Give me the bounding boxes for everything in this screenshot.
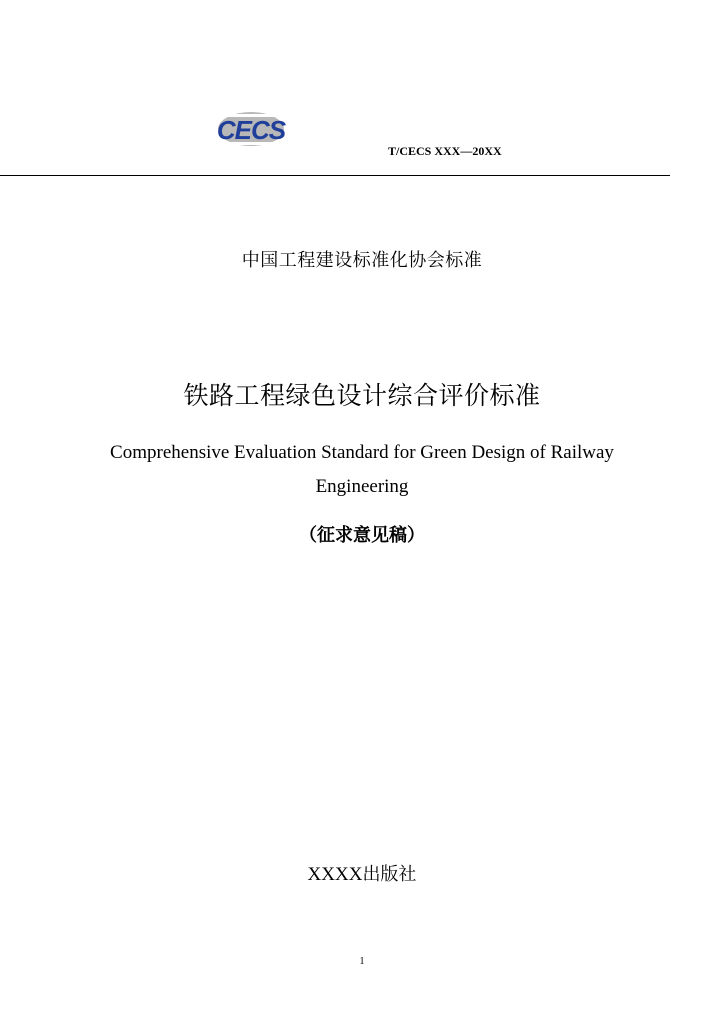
publisher [0, 860, 724, 886]
cecs-logo-text: CECS [216, 115, 286, 145]
title-english: Comprehensive Evaluation Standard for Green Design of Railway Engineering [110, 442, 614, 497]
header-divider [0, 175, 670, 176]
draft-label: （征求意见稿） [299, 525, 425, 546]
association-name: 中国工程建设标准化协会标准 [241, 250, 483, 271]
publisher-prefix: XXXX [307, 864, 363, 885]
cecs-logo [210, 110, 292, 150]
page-number: 1 [359, 956, 365, 967]
standard-code: T/CECS XXX—20XX [388, 144, 502, 158]
publisher-suffix: 出版社 [362, 864, 417, 885]
title-chinese: 铁路工程绿色设计综合评价标准 [183, 381, 541, 410]
cecs-logo-mark [210, 110, 292, 150]
